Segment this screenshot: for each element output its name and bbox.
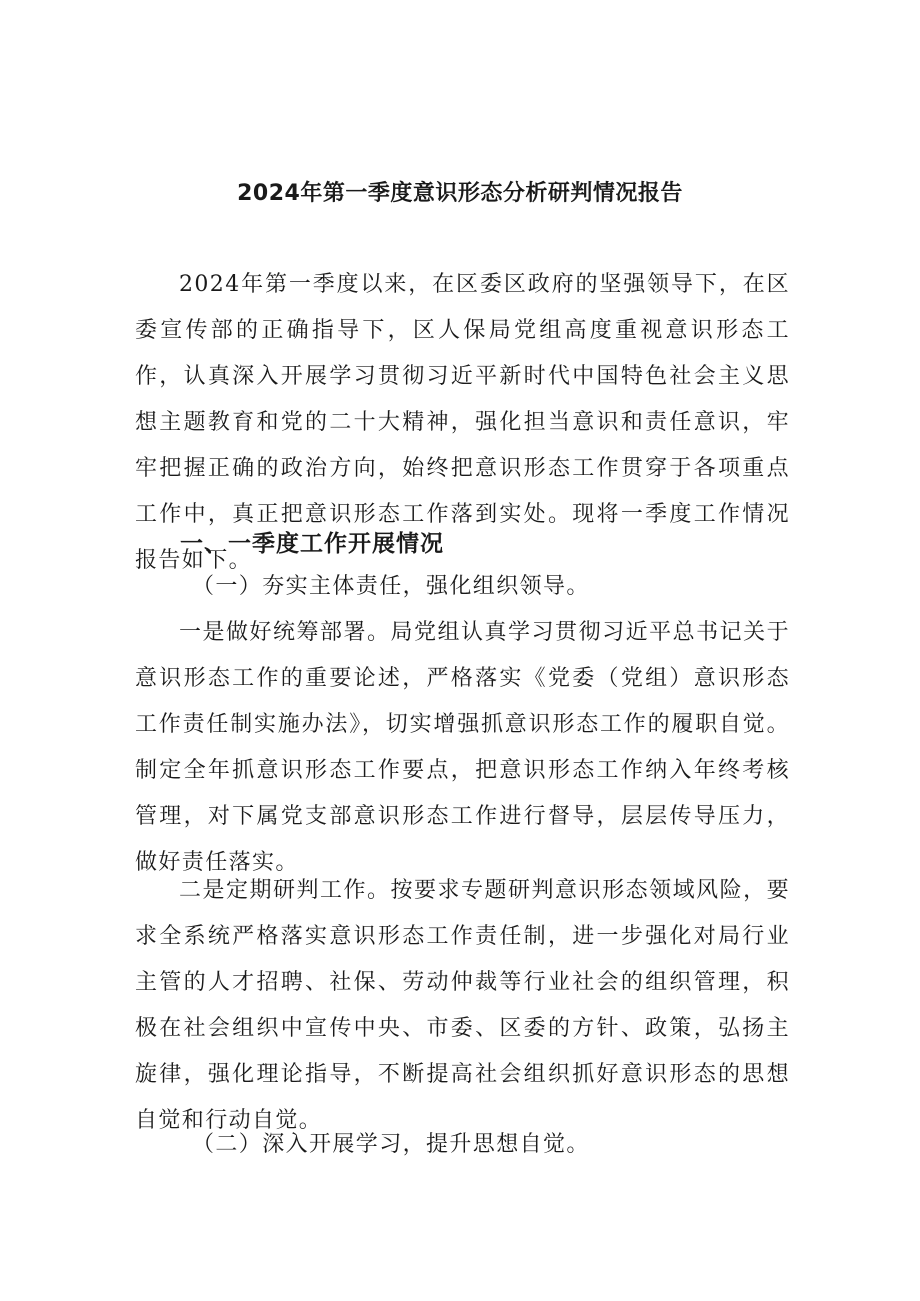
section-heading-1: 一、一季度工作开展情况 [180,531,444,557]
intro-paragraph: 2024年第一季度以来，在区委区政府的坚强领导下，在区委宣传部的正确指导下，区人保局党组高度重视意识形态工作，认真深入开展学习贯彻习近平新时代中国特色社会主义思想主题教育和党的二十大精神，强化担当意识和责任意识，牢牢把握正确的政治方向，始终把意识形态工作贯穿于各项重点工作中，真正把意识形态工作落到实处。现将一季度工作情况报告如下。 [135,272,790,573]
item-paragraph-1: 一是做好统筹部署。局党组认真学习贯彻习近平总书记关于意识形态工作的重要论述，严格落实《党委（党组）意识形态工作责任制实施办法》，切实增强抓意识形态工作的履职自觉。制定全年抓意识形态工作要点，把意识形态工作纳入年终考核管理，对下属党支部意识形态工作进行督导，层层传导压力，做好责任落实。 [135,620,790,875]
subsection-heading-1: （一）夯实主体责任，强化组织领导。 [192,574,590,599]
item-paragraph-2: 二是定期研判工作。按要求专题研判意识形态领域风险，要求全系统严格落实意识形态工作责任制，进一步强化对局行业主管的人才招聘、社保、劳动仲裁等行业社会的组织管理，积极在社会组织中宣传中央、市委、区委的方针、政策，弘扬主旋律，强化理论指导，不断提高社会组织抓好意识形态的思想自觉和行动自觉。 [135,878,790,1133]
document-title: 2024年第一季度意识形态分析研判情况报告 [237,181,683,206]
subsection-heading-2: （二）深入开展学习，提升思想自觉。 [192,1132,590,1157]
